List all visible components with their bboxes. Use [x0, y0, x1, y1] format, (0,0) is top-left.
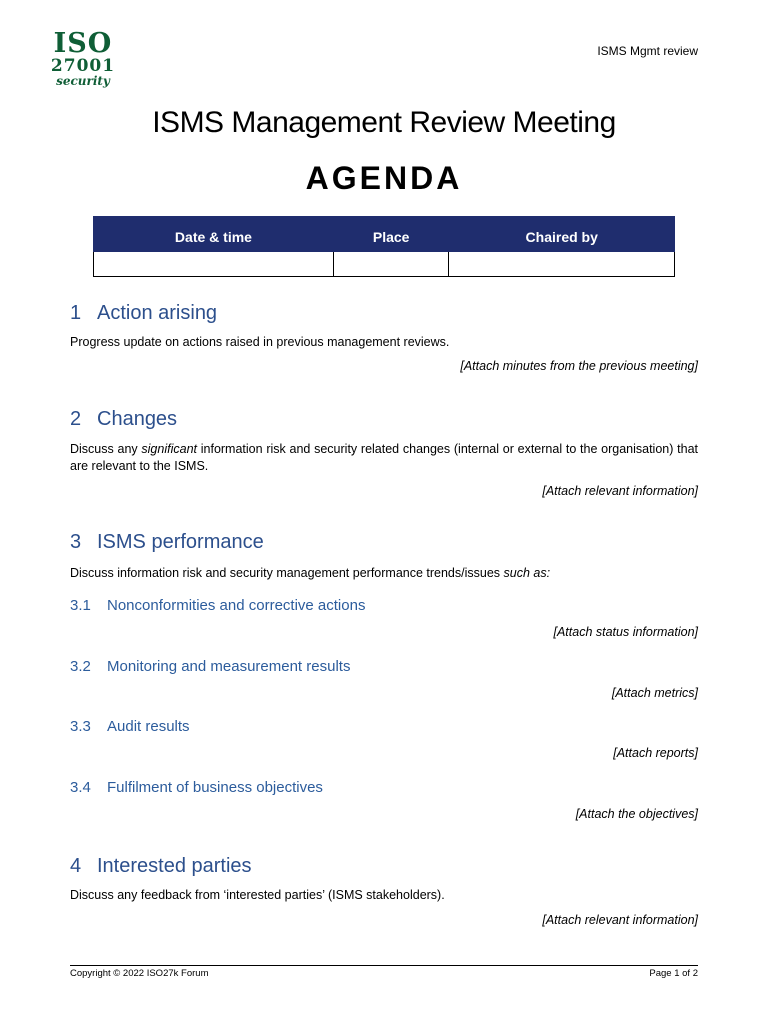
emphasis-text: such as: [503, 566, 551, 580]
section-number: 2 [70, 408, 82, 430]
logo-line-2: 27001 [50, 56, 116, 76]
section-2-heading [70, 408, 177, 431]
subsection-3-1-heading [70, 597, 365, 614]
section-3-text [70, 565, 698, 582]
subsection-number: 3.4 [70, 779, 91, 796]
section-title: Action arising [97, 302, 218, 324]
cell-chaired-by [449, 252, 675, 277]
subsection-title: Audit results [107, 718, 190, 735]
subsection-3-1-attach: [Attach status information] [553, 625, 698, 639]
header-doc-name: ISMS Mgmt review [597, 44, 698, 58]
subsection-3-3-heading [70, 718, 190, 735]
text-part: information risk and security related changes (internal or external to the organisation) that are relevant to the ISMS. [70, 442, 698, 473]
subsection-title: Nonconformities and corrective actions [107, 597, 366, 614]
cell-place [333, 252, 449, 277]
agenda-heading: AGENDA [305, 160, 463, 196]
subsection-number: 3.2 [70, 658, 91, 675]
text-part: Discuss any [70, 442, 142, 456]
subsection-3-4-attach: [Attach the objectives] [575, 807, 698, 821]
section-number: 4 [70, 855, 82, 877]
section-4-heading [70, 855, 252, 878]
section-3-heading [70, 531, 264, 554]
logo-line-3: security [56, 74, 110, 88]
subsection-3-4-heading [70, 779, 323, 796]
subsection-title: Fulfilment of business objectives [107, 779, 323, 796]
cell-date-time [94, 252, 334, 277]
subsection-title: Monitoring and measurement results [107, 658, 351, 675]
section-2-text [70, 441, 698, 475]
subsection-number: 3.3 [70, 718, 91, 735]
emphasis-text: significant [141, 442, 197, 456]
subsection-3-3-attach: [Attach reports] [613, 746, 698, 760]
subsection-3-2-heading [70, 658, 350, 675]
section-2-attach: [Attach relevant information] [542, 484, 698, 498]
document-title: ISMS Management Review Meeting [152, 106, 616, 139]
header-chaired-by: Chaired by [449, 217, 675, 252]
section-1-text: Progress update on actions raised in previous management reviews. [70, 335, 450, 349]
section-title: ISMS performance [97, 531, 264, 553]
section-title: Changes [97, 408, 178, 430]
subsection-number: 3.1 [70, 597, 91, 614]
logo-line-1: ISO [53, 28, 113, 59]
header-place: Place [333, 217, 449, 252]
footer-page-number: Page 1 of 2 [649, 968, 698, 979]
subsection-3-2-attach: [Attach metrics] [611, 686, 698, 700]
section-4-attach: [Attach relevant information] [542, 913, 698, 927]
section-1-attach: [Attach minutes from the previous meeting] [460, 359, 698, 373]
section-4-text: Discuss any feedback from ‘interested parties’ (ISMS stakeholders). [70, 888, 445, 902]
footer-copyright: Copyright © 2022 ISO27k Forum [70, 968, 209, 979]
section-1-heading [70, 302, 217, 325]
section-number: 3 [70, 531, 82, 553]
footer-divider [70, 965, 698, 966]
table-row [94, 252, 675, 277]
header-date-time: Date & time [94, 217, 334, 252]
iso27001-logo [48, 30, 118, 87]
section-number: 1 [70, 302, 82, 324]
meeting-details-table [93, 216, 675, 277]
section-title: Interested parties [97, 855, 252, 877]
text-part: Discuss information risk and security management performance trends/issues [70, 566, 504, 580]
table-header-row [94, 217, 675, 252]
